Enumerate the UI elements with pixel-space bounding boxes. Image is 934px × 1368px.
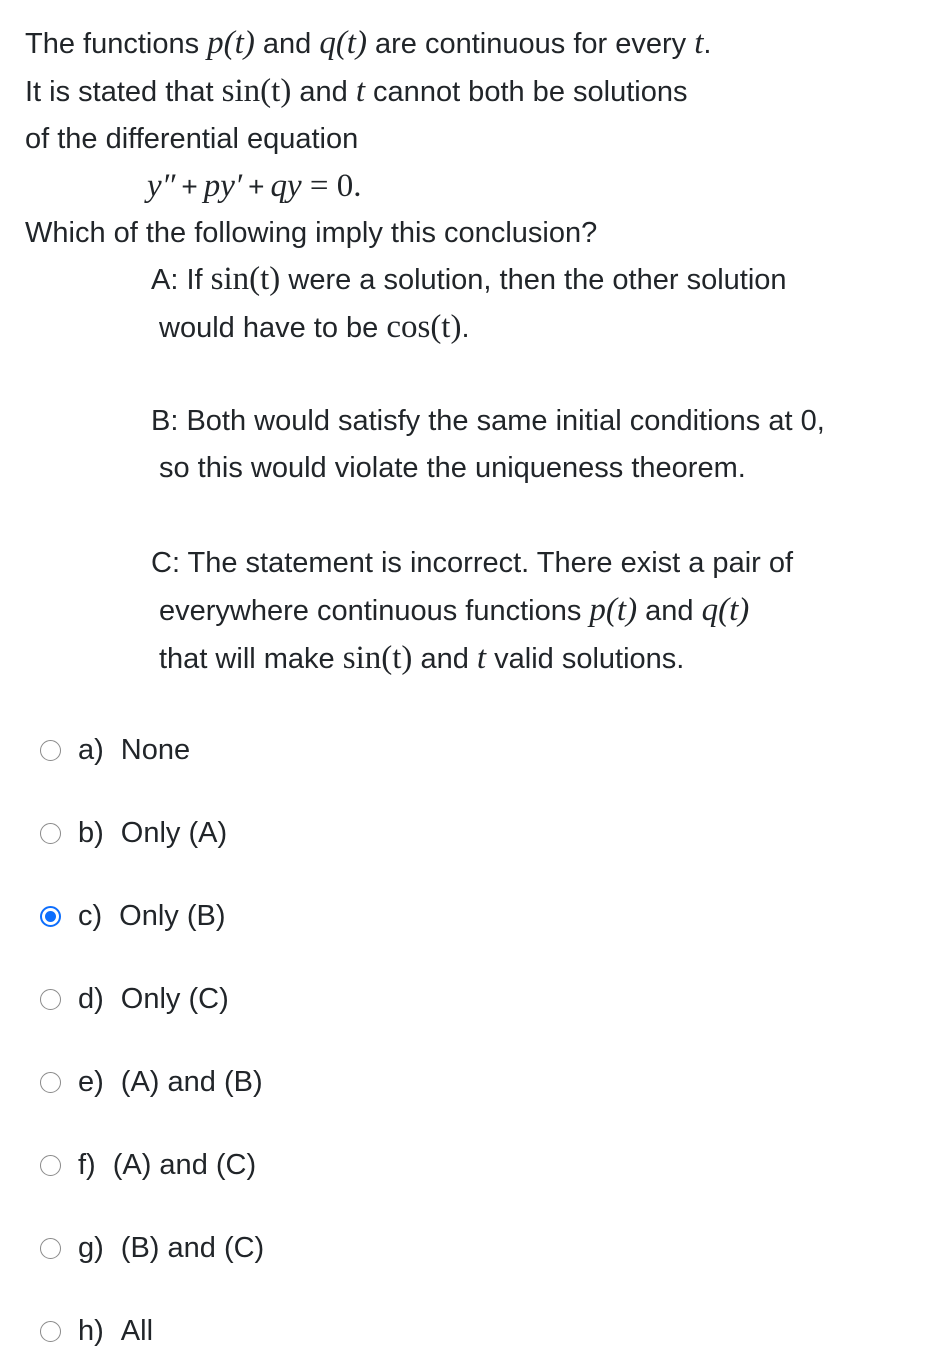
statement-c-line-3	[151, 635, 911, 683]
math-plus: +	[248, 171, 265, 202]
option-letter: b)	[78, 816, 104, 849]
math-sin-t: sin(t)	[221, 73, 292, 109]
radio-checked-icon[interactable]	[40, 906, 61, 927]
statement-a-line-1	[151, 256, 911, 304]
statement-text: and	[412, 643, 477, 675]
option-d[interactable]	[40, 971, 229, 1027]
question-text: cannot both be solutions	[365, 76, 688, 108]
option-c[interactable]	[40, 888, 226, 944]
option-g[interactable]	[40, 1220, 264, 1276]
math-y-double-prime: y″	[147, 168, 176, 204]
statement-text: A: If	[151, 264, 211, 296]
question-text: It is stated that	[25, 76, 222, 108]
option-label: Only (A)	[120, 816, 228, 849]
radio-icon[interactable]	[40, 989, 61, 1010]
option-letter: a)	[78, 733, 104, 766]
option-letter: e)	[78, 1065, 104, 1098]
statement-c-line-2	[151, 587, 911, 635]
math-sin-t: sin(t)	[210, 261, 281, 297]
math-q-of-t: q(t)	[701, 592, 750, 628]
option-label: Only (B)	[119, 899, 226, 932]
statement-b-line-2: so this would violate the uniqueness theorem.	[159, 452, 746, 484]
option-label: (B) and (C)	[120, 1231, 265, 1264]
statement-text: that will make	[159, 643, 343, 675]
math-q-of-t: q(t)	[319, 25, 367, 61]
math-py-prime: py′	[203, 168, 243, 204]
question-text: are continuous for every	[366, 28, 695, 60]
radio-icon[interactable]	[40, 1238, 61, 1259]
statement-a	[151, 256, 911, 352]
statement-c	[151, 540, 911, 683]
math-cos-t: cos(t)	[386, 309, 462, 345]
option-f[interactable]	[40, 1137, 256, 1193]
option-h[interactable]	[40, 1303, 153, 1359]
option-letter: c)	[78, 899, 103, 932]
option-letter: f)	[78, 1148, 96, 1181]
question-prompt: Which of the following imply this conclusion?	[25, 217, 598, 249]
radio-icon[interactable]	[40, 1321, 61, 1342]
statement-b	[151, 398, 911, 492]
question-line-2	[25, 68, 915, 116]
statement-text: and	[637, 595, 702, 627]
option-label: (A) and (B)	[120, 1065, 263, 1098]
radio-icon[interactable]	[40, 1155, 61, 1176]
math-t: t	[694, 25, 704, 61]
statement-a-line-2	[151, 304, 911, 352]
math-p-of-t: p(t)	[207, 25, 255, 61]
option-label: None	[120, 733, 191, 766]
statement-text: would have to be	[159, 312, 387, 344]
option-label: All	[120, 1314, 154, 1347]
question-line-3: of the differential equation	[25, 123, 359, 155]
math-plus: +	[181, 171, 198, 202]
question-text: and	[254, 28, 320, 60]
option-a[interactable]	[40, 722, 190, 778]
math-qy: qy	[270, 168, 302, 204]
question-text: and	[291, 76, 356, 108]
statement-text: valid solutions.	[486, 643, 685, 675]
option-letter: g)	[78, 1231, 104, 1264]
math-t: t	[476, 640, 487, 676]
option-e[interactable]	[40, 1054, 263, 1110]
option-label: Only (C)	[120, 982, 229, 1015]
question-stem	[25, 20, 915, 257]
option-label: (A) and (C)	[112, 1148, 257, 1181]
statement-b-line-1: B: Both would satisfy the same initial conditions at 0,	[151, 405, 825, 437]
statement-text: were a solution, then the other solution	[280, 264, 787, 296]
math-equals-zero: = 0.	[301, 168, 362, 204]
question-line-1	[25, 20, 915, 68]
statement-c-line-1: C: The statement is incorrect. There exist a pair of	[151, 547, 794, 579]
math-t: t	[355, 73, 365, 109]
option-letter: h)	[78, 1314, 104, 1347]
radio-icon[interactable]	[40, 1072, 61, 1093]
radio-icon[interactable]	[40, 823, 61, 844]
question-text: The functions	[25, 28, 208, 60]
statement-text: everywhere continuous functions	[159, 595, 590, 627]
radio-icon[interactable]	[40, 740, 61, 761]
differential-equation	[25, 163, 915, 210]
math-p-of-t: p(t)	[589, 592, 638, 628]
statement-text: .	[461, 312, 470, 344]
question-text: .	[703, 28, 712, 60]
option-b[interactable]	[40, 805, 227, 861]
math-sin-t: sin(t)	[342, 640, 413, 676]
option-letter: d)	[78, 982, 104, 1015]
